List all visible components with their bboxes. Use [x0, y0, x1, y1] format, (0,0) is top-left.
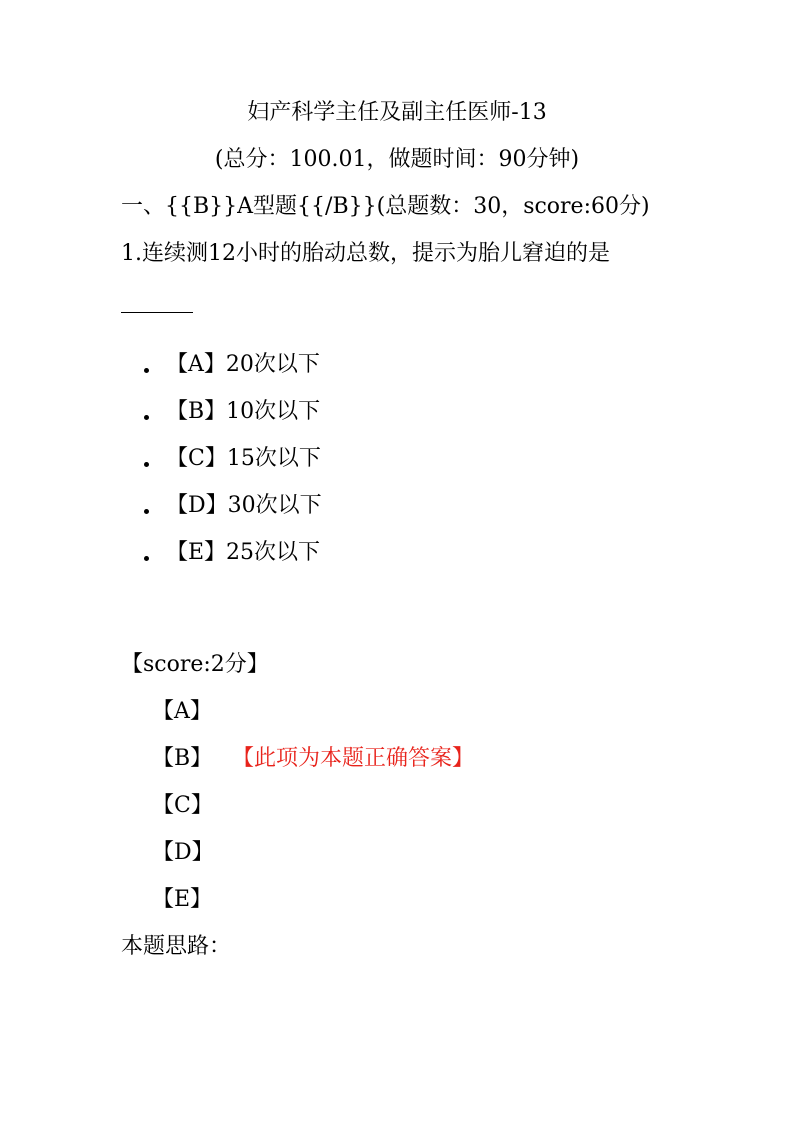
answer-label-e: 【E】: [152, 887, 213, 912]
option-label: 【A】20次以下: [166, 352, 320, 377]
bullet-icon: [144, 556, 149, 561]
question-score: 【score:2分】: [121, 652, 269, 677]
correct-answer-note: 【此项为本题正确答案】: [232, 746, 475, 771]
answer-label-a: 【A】: [152, 699, 212, 724]
answer-label-c: 【C】: [152, 793, 213, 818]
question-text: 1.连续测12小时的胎动总数，提示为胎儿窘迫的是: [121, 241, 610, 266]
answer-blank: [121, 312, 193, 313]
section-header: 一、{{B}}A型题{{/B}}(总题数：30，score:60分): [121, 194, 650, 219]
bullet-icon: [144, 368, 149, 373]
option-label: 【B】10次以下: [166, 399, 321, 424]
bullet-icon: [144, 509, 149, 514]
doc-title: 妇产科学主任及副主任医师-13: [247, 100, 547, 125]
answer-label-b: 【B】: [152, 746, 213, 771]
answer-label-d: 【D】: [152, 840, 214, 865]
option-label: 【E】25次以下: [166, 540, 321, 565]
doc-subtitle: (总分：100.01，做题时间：90分钟): [214, 147, 580, 172]
bullet-icon: [144, 415, 149, 420]
explanation-label: 本题思路：: [121, 934, 232, 959]
bullet-icon: [144, 462, 149, 467]
option-label: 【D】30次以下: [166, 493, 322, 518]
option-label: 【C】15次以下: [166, 446, 321, 471]
